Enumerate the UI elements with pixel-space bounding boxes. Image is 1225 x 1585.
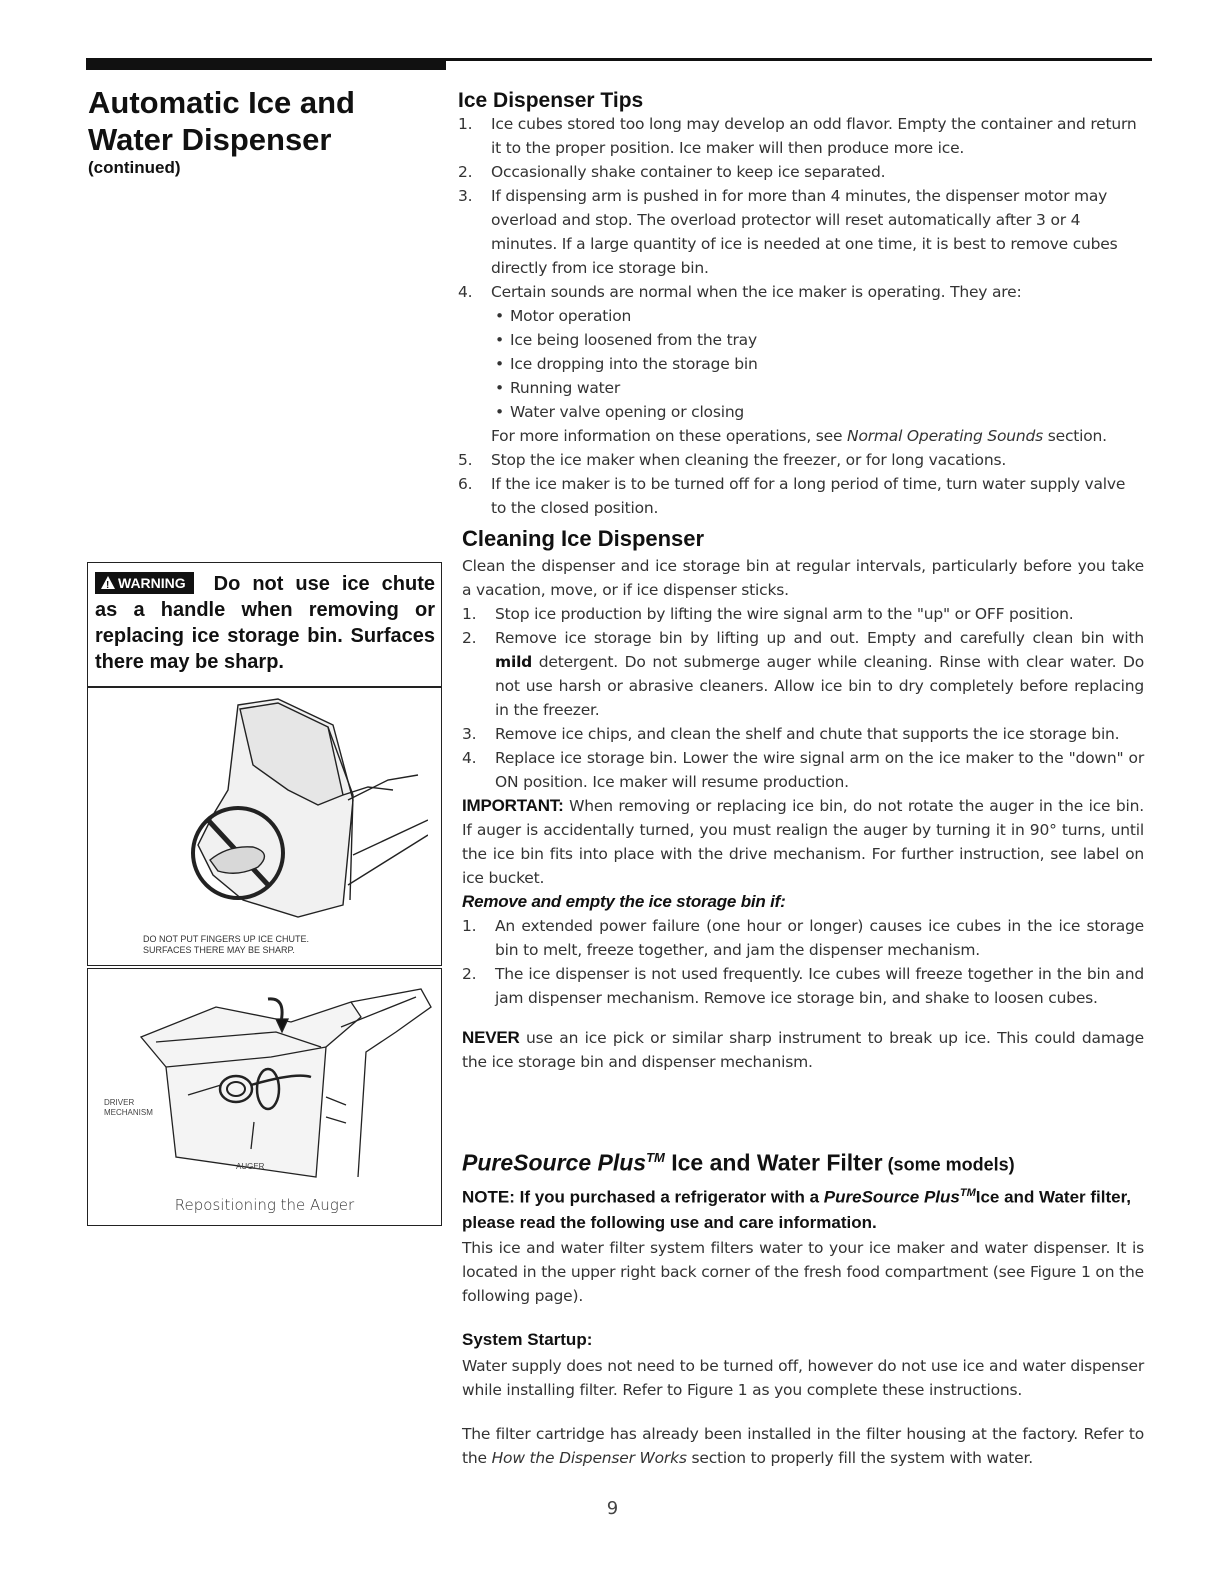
step-text: Replace ice storage bin. Lower the wire signal arm on the ice maker to the "down" or ON position. Ice maker will resume production. — [495, 749, 1144, 791]
warning-lead: Do not use ice chute — [213, 573, 435, 595]
warning-rest: as a handle when removing or replacing ice storage bin. Surfaces there may be sharp. — [95, 599, 435, 673]
sound-item: • Running water — [458, 376, 1144, 400]
never-label: NEVER — [462, 1028, 520, 1047]
tips-section — [458, 88, 1144, 520]
tip-item: 2. Occasionally shake container to keep ice separated. — [458, 163, 886, 181]
auger-label: AUGER — [236, 1162, 265, 1171]
sound-item: • Motor operation — [458, 304, 1144, 328]
sounds-list — [458, 304, 1144, 424]
never-note — [462, 1026, 1144, 1074]
cleaning-steps — [462, 602, 1144, 794]
important-label: IMPORTANT: — [462, 796, 564, 815]
caption-line2: SURFACES THERE MAY BE SHARP. — [143, 945, 295, 955]
never-text: use an ice pick or similar sharp instrument to break up ice. This could damage the ice storage bin and dispenser mechanism. — [462, 1029, 1144, 1071]
section-title — [88, 84, 355, 158]
important-text: When removing or replacing ice bin, do not rotate the auger in the ice bin. If auger is accidentally turned, you must realign the auger by turning it in 90° turns, until the ice bin fits into place with the drive mechanism. For further instruction, see label on ice bucket. — [462, 797, 1144, 887]
startup-heading: System Startup: — [462, 1330, 593, 1349]
cartridge-pre: The filter cartridge has already been installed in the filter housing at the factory. Refer to the — [462, 1425, 1144, 1467]
cartridge-text — [462, 1422, 1144, 1470]
sound-item: • Ice dropping into the storage bin — [458, 352, 1144, 376]
more-info-post: section. — [1043, 427, 1107, 445]
tip-text: If the ice maker is to be turned off for a long period of time, turn water supply valve to the closed position. — [491, 475, 1126, 517]
step-text: Stop ice production by lifting the wire signal arm to the "up" or OFF position. — [495, 605, 1074, 623]
step-emphasis: mild — [495, 653, 533, 671]
warning-badge-label: WARNING — [118, 575, 186, 591]
tip-text: Occasionally shake container to keep ice separated. — [491, 163, 886, 181]
tips-list-continued — [458, 448, 1144, 520]
tip-text: If dispensing arm is pushed in for more than 4 minutes, the dispenser motor may overload and stop. The overload protector will reset automatically after 3 or 4 minutes. If a large quantity of ice is needed at one time, it is best to remove cubes directly from ice storage bin. — [491, 187, 1118, 277]
auger-caption: Repositioning the Auger — [174, 1196, 355, 1214]
section-title-line2: Water Dispenser — [88, 122, 332, 157]
ice-chute-illustration — [128, 695, 428, 920]
warning-text — [95, 571, 435, 675]
sound-item: • Ice being loosened from the tray — [458, 328, 1144, 352]
cleaning-body — [462, 554, 1144, 1074]
more-info — [458, 424, 1144, 448]
note-brand: PureSource Plus — [823, 1187, 960, 1207]
filter-paragraph: This ice and water filter system filters water to your ice maker and water dispenser. It is located in the upper right back corner of the fresh food compartment (see Figure 1 on the following page). — [462, 1239, 1144, 1306]
caption-line1: DO NOT PUT FINGERS UP ICE CHUTE. — [143, 934, 310, 944]
driver-label: DRIVER — [104, 1098, 135, 1107]
step-text: Remove ice storage bin by lifting up and out. Empty and carefully clean bin with — [495, 629, 1144, 647]
filter-brand: PureSource Plus — [462, 1149, 647, 1176]
step-text: Remove ice chips, and clean the shelf and chute that supports the ice storage bin. — [495, 725, 1120, 743]
cleaning-step: 3. Remove ice chips, and clean the shelf and chute that supports the ice storage bin. — [462, 725, 1120, 743]
sound-item: • Water valve opening or closing — [458, 400, 1144, 424]
startup-body — [462, 1354, 1144, 1470]
note-post: Ice and Water filter, please read the following use and care information. — [462, 1187, 1131, 1233]
tip-text: Certain sounds are normal when the ice maker is operating. They are: — [491, 283, 1022, 301]
note-trademark: TM — [959, 1186, 976, 1199]
remove-item: 1. An extended power failure (one hour or longer) causes ice cubes in the ice storage bin to melt, freeze together, and jam the dispenser mechanism. — [462, 917, 1144, 959]
cleaning-heading: Cleaning Ice Dispenser — [462, 526, 705, 551]
filter-note — [462, 1180, 1144, 1237]
warning-divider — [88, 686, 441, 688]
filter-heading-models: (some models) — [882, 1154, 1015, 1175]
cleaning-intro: Clean the dispenser and ice storage bin at regular intervals, particularly before you take a vacation, move, or if ice dispenser sticks. — [462, 557, 1144, 599]
more-info-pre: For more information on these operations, see — [491, 427, 848, 445]
cleaning-step: 4. Replace ice storage bin. Lower the wire signal arm on the ice maker to the "down" or ON position. Ice maker will resume production. — [462, 749, 1144, 791]
important-note — [462, 794, 1144, 890]
cleaning-step: 2. Remove ice storage bin by lifting up and out. Empty and carefully clean bin with mild detergent. Do not submerge auger while cleaning. Rinse with clear water. Do not use harsh or abrasive cleaners. Allow ice bin to dry completely before replacing in the freezer. — [462, 629, 1144, 719]
remove-item: 2. The ice dispenser is not used frequently. Ice cubes will freeze together in the bin and jam dispenser mechanism. Remove ice storage bin, and shake to loosen cubes. — [462, 965, 1144, 1007]
cleaning-section — [462, 526, 1144, 1074]
tips-heading: Ice Dispenser Tips — [458, 89, 644, 112]
tip-text: Stop the ice maker when cleaning the freezer, or for long vacations. — [491, 451, 1007, 469]
tip-item: 4. Certain sounds are normal when the ice maker is operating. They are: — [458, 283, 1022, 301]
filter-heading — [462, 1143, 1144, 1180]
page-number: 9 — [606, 1498, 619, 1519]
cartridge-post: section to properly fill the system with water. — [686, 1449, 1033, 1467]
normal-sounds-reference: Normal Operating Sounds — [847, 427, 1044, 445]
tips-list — [458, 112, 1144, 304]
filter-body — [462, 1236, 1144, 1308]
tip-item: 1. Ice cubes stored too long may develop an odd flavor. Empty the container and return it to the proper position. Ice maker will then produce more ice. — [458, 115, 1137, 157]
remove-list — [462, 914, 1144, 1010]
warning-badge — [95, 572, 194, 594]
illustration-caption — [143, 934, 309, 956]
tips-body — [458, 112, 1144, 520]
step-text: detergent. Do not submerge auger while cleaning. Rinse with clear water. Do not use harsh or abrasive cleaners. Allow ice bin to dry completely before replacing in the freezer. — [495, 653, 1144, 719]
mechanism-label: MECHANISM — [104, 1108, 153, 1117]
section-title-line1: Automatic Ice and — [88, 85, 355, 120]
note-pre: NOTE: If you purchased a refrigerator with a — [462, 1187, 824, 1207]
remove-heading: Remove and empty the ice storage bin if: — [462, 892, 786, 911]
tip-item: 5. Stop the ice maker when cleaning the freezer, or for long vacations. — [458, 451, 1007, 469]
tip-item: 3. If dispensing arm is pushed in for more than 4 minutes, the dispenser motor may overload and stop. The overload protector will reset automatically after 3 or 4 minutes. If a large quantity of ice is needed at one time, it is best to remove cubes directly from ice storage bin. — [458, 187, 1118, 277]
trademark-mark: TM — [646, 1150, 665, 1165]
tip-item: 6. If the ice maker is to be turned off for a long period of time, turn water supply valve to the closed position. — [458, 475, 1126, 517]
auger-figure-box — [87, 968, 442, 1226]
startup-section — [462, 1330, 1144, 1470]
filter-heading-main: Ice and Water Filter — [664, 1149, 883, 1176]
remove-text: The ice dispenser is not used frequently. Ice cubes will freeze together in the bin and jam dispenser mechanism. Remove ice storage bin, and shake to loosen cubes. — [495, 965, 1144, 1007]
auger-illustration — [96, 977, 436, 1189]
warning-box — [87, 562, 442, 966]
filter-section — [462, 1143, 1144, 1308]
startup-text: Water supply does not need to be turned off, however do not use ice and water dispenser while installing filter. Refer to Figure 1 as you complete these instructions. — [462, 1357, 1144, 1399]
warning-triangle-icon — [101, 576, 115, 589]
header-rule-thin — [446, 58, 1152, 61]
remove-text: An extended power failure (one hour or longer) causes ice cubes in the ice storage bin to melt, freeze together, and jam the dispenser mechanism. — [495, 917, 1144, 959]
dispenser-works-reference: How the Dispenser Works — [491, 1449, 687, 1467]
header-rule-thick — [86, 58, 446, 70]
cleaning-step: 1. Stop ice production by lifting the wire signal arm to the "up" or OFF position. — [462, 605, 1074, 623]
tip-text: Ice cubes stored too long may develop an odd flavor. Empty the container and return it to the proper position. Ice maker will then produce more ice. — [491, 115, 1137, 157]
section-subtitle: (continued) — [88, 158, 181, 177]
